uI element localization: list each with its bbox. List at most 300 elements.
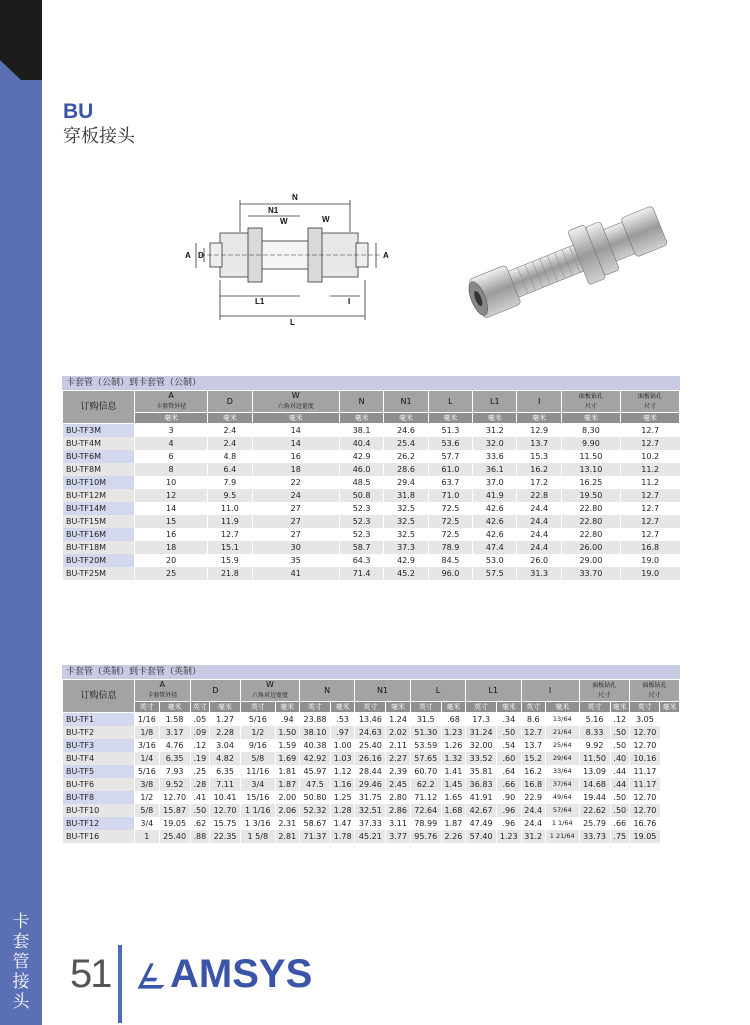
table-cell: 4 bbox=[135, 437, 208, 450]
table-cell: .12 bbox=[190, 739, 209, 752]
imperial-header-5 bbox=[355, 680, 410, 702]
metric-table-body bbox=[63, 424, 680, 581]
table-cell: 9.92 bbox=[579, 739, 610, 752]
table-cell: 52.3 bbox=[339, 515, 383, 528]
table-cell: .44 bbox=[610, 765, 629, 778]
table-cell: 40.4 bbox=[339, 437, 383, 450]
table-cell: 4.76 bbox=[159, 739, 190, 752]
table-cell: 24.4 bbox=[521, 804, 545, 817]
table-cell: 42.92 bbox=[299, 752, 330, 765]
order-code-cell: BU-TF4 bbox=[63, 752, 135, 765]
table-cell: 11.17 bbox=[630, 778, 660, 791]
dim-label-l: L bbox=[290, 318, 295, 327]
table-cell: 53.0 bbox=[473, 554, 517, 567]
table-cell: 20 bbox=[135, 554, 208, 567]
imperial-header-2 bbox=[190, 680, 240, 702]
imperial-unit-header: 英寸 bbox=[466, 702, 497, 713]
product-name: 穿板接头 bbox=[63, 126, 135, 147]
table-cell: 12.70 bbox=[159, 791, 190, 804]
table-cell: 25.79 bbox=[579, 817, 610, 830]
table-cell: 78.99 bbox=[410, 817, 441, 830]
brand-logo-icon bbox=[134, 958, 170, 994]
table-cell: .50 bbox=[610, 739, 629, 752]
order-code-cell: BU-TF3 bbox=[63, 739, 135, 752]
table-cell: .54 bbox=[497, 739, 521, 752]
table-cell: 62.2 bbox=[410, 778, 441, 791]
table-cell: .50 bbox=[610, 726, 629, 739]
header-n1: N1 bbox=[384, 391, 428, 413]
table-row bbox=[63, 791, 680, 804]
table-cell: 16 bbox=[135, 528, 208, 541]
table-cell: 2.45 bbox=[386, 778, 410, 791]
table-cell: 22.80 bbox=[561, 502, 620, 515]
table-cell: 84.5 bbox=[428, 554, 472, 567]
table-cell: 26.2 bbox=[384, 450, 428, 463]
table-cell: 24.4 bbox=[517, 515, 561, 528]
dim-label-a-left: A bbox=[185, 251, 191, 260]
table-cell: 64.3 bbox=[339, 554, 383, 567]
table-cell: 46.0 bbox=[339, 463, 383, 476]
table-cell: 10.16 bbox=[630, 752, 660, 765]
imperial-header-sub: 六角对边宽度 bbox=[251, 692, 288, 699]
table-cell: 1 3/16 bbox=[241, 817, 276, 830]
header-w-top: W bbox=[291, 391, 300, 400]
table-cell: 8.6 bbox=[521, 713, 545, 727]
table-cell: 12.70 bbox=[210, 804, 241, 817]
brand-name: AMSYS bbox=[170, 952, 313, 996]
table-cell: .41 bbox=[190, 791, 209, 804]
sidebar-diagonal bbox=[0, 60, 42, 100]
table-cell: 42.6 bbox=[473, 502, 517, 515]
imperial-unit-header: 毫米 bbox=[545, 702, 579, 713]
imperial-unit-header: 英寸 bbox=[630, 702, 660, 713]
imperial-table-section bbox=[62, 665, 680, 843]
table-cell: 1 bbox=[135, 830, 160, 843]
table-cell: 31.2 bbox=[521, 830, 545, 843]
table-cell: 5/16 bbox=[241, 713, 276, 727]
table-cell: .60 bbox=[497, 752, 521, 765]
table-cell: .05 bbox=[190, 713, 209, 727]
table-cell: 1.03 bbox=[330, 752, 354, 765]
table-cell: 11.2 bbox=[620, 463, 679, 476]
table-cell: 49/64 bbox=[545, 791, 579, 804]
table-row bbox=[63, 502, 680, 515]
table-cell: 57/64 bbox=[545, 804, 579, 817]
imperial-unit-header: 毫米 bbox=[497, 702, 521, 713]
table-cell: 17.3 bbox=[466, 713, 497, 727]
table-cell: 14 bbox=[135, 502, 208, 515]
table-cell: 58.7 bbox=[339, 541, 383, 554]
order-code-cell: BU-TF4M bbox=[63, 437, 135, 450]
table-cell: 19.0 bbox=[620, 567, 679, 580]
table-cell: 15.87 bbox=[159, 804, 190, 817]
table-cell: 3.17 bbox=[159, 726, 190, 739]
table-cell: 16.2 bbox=[517, 463, 561, 476]
table-cell: 2.86 bbox=[386, 804, 410, 817]
table-row bbox=[63, 437, 680, 450]
imperial-header-0: 订购信息 bbox=[63, 680, 135, 713]
sidebar-char: 头 bbox=[12, 992, 30, 1012]
table-cell: 5.16 bbox=[579, 713, 610, 727]
table-cell: 41 bbox=[252, 567, 339, 580]
order-code-cell: BU-TF15M bbox=[63, 515, 135, 528]
table-cell: 2.06 bbox=[275, 804, 299, 817]
imperial-header-9 bbox=[579, 680, 629, 702]
table-cell: 2.28 bbox=[210, 726, 241, 739]
table-cell: 3/8 bbox=[135, 778, 160, 791]
table-row bbox=[63, 463, 680, 476]
table-cell: 18 bbox=[135, 541, 208, 554]
table-cell: 12.7 bbox=[620, 515, 679, 528]
table-cell: 52.3 bbox=[339, 528, 383, 541]
table-cell: 1.27 bbox=[210, 713, 241, 727]
table-row bbox=[63, 554, 680, 567]
table-cell: 24.4 bbox=[517, 502, 561, 515]
table-cell: 2.39 bbox=[386, 765, 410, 778]
table-cell: 24.4 bbox=[517, 528, 561, 541]
order-code-cell: BU-TF12M bbox=[63, 489, 135, 502]
imperial-unit-header: 英寸 bbox=[355, 702, 386, 713]
table-cell: 3.05 bbox=[630, 713, 660, 727]
imperial-unit-header: 英寸 bbox=[190, 702, 209, 713]
table-cell: 3/4 bbox=[135, 817, 160, 830]
table-cell: 45.2 bbox=[384, 567, 428, 580]
product-code: BU bbox=[63, 100, 94, 123]
header-panel-hole-1-sub: 尺寸 bbox=[584, 402, 597, 410]
table-cell: 61.0 bbox=[428, 463, 472, 476]
table-cell: 1/8 bbox=[135, 726, 160, 739]
table-cell: 12.7 bbox=[620, 489, 679, 502]
table-cell: 1.69 bbox=[275, 752, 299, 765]
table-cell: 1.65 bbox=[441, 791, 465, 804]
table-cell: 12.70 bbox=[630, 739, 660, 752]
table-cell: 1.47 bbox=[330, 817, 354, 830]
table-cell: 71.0 bbox=[428, 489, 472, 502]
table-cell: 29/64 bbox=[545, 752, 579, 765]
table-cell: 1 1/16 bbox=[241, 804, 276, 817]
imperial-header-sub: 尺寸 bbox=[598, 691, 611, 699]
header-panel-hole-2-top: 面板钻孔 bbox=[637, 392, 662, 400]
header-w bbox=[252, 391, 339, 413]
table-cell: 26.0 bbox=[517, 554, 561, 567]
table-cell: 1.28 bbox=[330, 804, 354, 817]
header-n: N bbox=[339, 391, 383, 413]
table-cell: 58.67 bbox=[299, 817, 330, 830]
table-cell: 1.32 bbox=[441, 752, 465, 765]
imperial-table-title: 卡套管（英制）到卡套管（英制） bbox=[62, 665, 680, 679]
table-cell: 31.3 bbox=[517, 567, 561, 580]
table-cell: 24.63 bbox=[355, 726, 386, 739]
table-cell: .75 bbox=[610, 830, 629, 843]
table-cell: 7.11 bbox=[210, 778, 241, 791]
table-cell: 15/16 bbox=[241, 791, 276, 804]
table-cell: 14.68 bbox=[579, 778, 610, 791]
table-cell: .64 bbox=[497, 765, 521, 778]
table-cell: 19.50 bbox=[561, 489, 620, 502]
order-code-cell: BU-TF14M bbox=[63, 502, 135, 515]
table-cell: 28.6 bbox=[384, 463, 428, 476]
table-cell: 50.80 bbox=[299, 791, 330, 804]
table-cell: 15 bbox=[135, 515, 208, 528]
table-cell: 35.81 bbox=[466, 765, 497, 778]
table-cell: 9.5 bbox=[208, 489, 252, 502]
table-cell: 24.4 bbox=[521, 817, 545, 830]
table-cell: 26.00 bbox=[561, 541, 620, 554]
table-cell: 8.33 bbox=[579, 726, 610, 739]
table-cell: 1.78 bbox=[330, 830, 354, 843]
table-cell: 4.8 bbox=[208, 450, 252, 463]
metric-table bbox=[62, 390, 680, 580]
table-cell: .62 bbox=[190, 817, 209, 830]
table-row bbox=[63, 713, 680, 727]
table-cell: 3.04 bbox=[210, 739, 241, 752]
table-cell: 33.70 bbox=[561, 567, 620, 580]
order-code-cell: BU-TF16 bbox=[63, 830, 135, 843]
table-cell: .19 bbox=[190, 752, 209, 765]
table-cell: 1.68 bbox=[441, 804, 465, 817]
table-cell: 32.00 bbox=[466, 739, 497, 752]
imperial-unit-header: 英寸 bbox=[299, 702, 330, 713]
table-cell: 45.97 bbox=[299, 765, 330, 778]
table-cell: 6.35 bbox=[210, 765, 241, 778]
dim-label-l1: L1 bbox=[255, 297, 265, 306]
table-cell: 29.46 bbox=[355, 778, 386, 791]
imperial-header-top: D bbox=[212, 685, 219, 695]
imperial-unit-header: 英寸 bbox=[579, 702, 610, 713]
table-cell: 11.50 bbox=[561, 450, 620, 463]
imperial-header-6 bbox=[410, 680, 465, 702]
table-cell: 11.50 bbox=[579, 752, 610, 765]
imperial-header-top: A bbox=[159, 680, 166, 689]
table-cell: .68 bbox=[441, 713, 465, 727]
header-panel-hole-2 bbox=[620, 391, 679, 413]
table-row bbox=[63, 739, 680, 752]
dim-label-n: N bbox=[292, 193, 298, 202]
table-cell: 12.7 bbox=[620, 437, 679, 450]
table-cell: 33.6 bbox=[473, 450, 517, 463]
table-cell: 42.67 bbox=[466, 804, 497, 817]
table-cell: 22.80 bbox=[561, 515, 620, 528]
table-cell: 36.83 bbox=[466, 778, 497, 791]
header-a-sub: 卡套管外径 bbox=[156, 403, 187, 410]
table-cell: 1.23 bbox=[441, 726, 465, 739]
table-cell: 26.16 bbox=[355, 752, 386, 765]
table-row bbox=[63, 567, 680, 580]
table-cell: 1 1/64 bbox=[545, 817, 579, 830]
table-cell: 25 bbox=[135, 567, 208, 580]
table-cell: 15.2 bbox=[521, 752, 545, 765]
metric-table-title: 卡套管（公制）到卡套管（公制） bbox=[62, 376, 680, 390]
table-cell: .53 bbox=[330, 713, 354, 727]
table-cell: 33/64 bbox=[545, 765, 579, 778]
table-cell: 72.5 bbox=[428, 528, 472, 541]
table-cell: 2.27 bbox=[386, 752, 410, 765]
table-cell: 7.93 bbox=[159, 765, 190, 778]
table-cell: 42.6 bbox=[473, 515, 517, 528]
table-cell: .34 bbox=[497, 713, 521, 727]
order-code-cell: BU-TF20M bbox=[63, 554, 135, 567]
table-cell: 25/64 bbox=[545, 739, 579, 752]
table-cell: .25 bbox=[190, 765, 209, 778]
table-cell: 37.0 bbox=[473, 476, 517, 489]
header-a bbox=[135, 391, 208, 413]
table-cell: 11.17 bbox=[630, 765, 660, 778]
table-cell: 31.2 bbox=[473, 424, 517, 438]
table-cell: 29.00 bbox=[561, 554, 620, 567]
table-cell: 14 bbox=[252, 424, 339, 438]
imperial-table-body bbox=[63, 713, 680, 844]
table-cell: 42.6 bbox=[473, 528, 517, 541]
sidebar-char: 套 bbox=[12, 932, 30, 952]
table-cell: 16 bbox=[252, 450, 339, 463]
imperial-header-top: L bbox=[435, 685, 441, 695]
table-cell: 78.9 bbox=[428, 541, 472, 554]
table-cell: 36.1 bbox=[473, 463, 517, 476]
imperial-header-top: N1 bbox=[377, 685, 389, 695]
unit-l1: 毫米 bbox=[473, 413, 517, 424]
table-cell: 1/2 bbox=[241, 726, 276, 739]
table-cell: 37.3 bbox=[384, 541, 428, 554]
table-cell: 41.9 bbox=[473, 489, 517, 502]
order-code-cell: BU-TF8 bbox=[63, 791, 135, 804]
table-cell: .40 bbox=[610, 752, 629, 765]
table-cell: 24.4 bbox=[517, 541, 561, 554]
header-panel-hole-1-top: 面板钻孔 bbox=[578, 392, 603, 400]
dim-label-w1: W bbox=[280, 217, 288, 226]
table-row bbox=[63, 450, 680, 463]
table-cell: .12 bbox=[610, 713, 629, 727]
table-cell: 51.3 bbox=[428, 424, 472, 438]
unit-n: 毫米 bbox=[339, 413, 383, 424]
table-cell: 48.5 bbox=[339, 476, 383, 489]
table-row bbox=[63, 541, 680, 554]
table-cell: 32.5 bbox=[384, 502, 428, 515]
table-cell: 2.4 bbox=[208, 437, 252, 450]
table-cell: 50.8 bbox=[339, 489, 383, 502]
imperial-header-sub: 卡套管外径 bbox=[147, 692, 178, 699]
imperial-header-10 bbox=[630, 680, 680, 702]
order-code-cell: BU-TF16M bbox=[63, 528, 135, 541]
table-cell: 1 21/64 bbox=[545, 830, 579, 843]
order-code-cell: BU-TF5 bbox=[63, 765, 135, 778]
sidebar-label bbox=[0, 912, 42, 1012]
order-code-cell: BU-TF1 bbox=[63, 713, 135, 727]
table-cell: 52.32 bbox=[299, 804, 330, 817]
table-cell: 1.58 bbox=[159, 713, 190, 727]
sidebar-char: 卡 bbox=[12, 912, 30, 932]
table-cell: 22.80 bbox=[561, 528, 620, 541]
imperial-table bbox=[62, 679, 680, 843]
table-cell: 2.80 bbox=[386, 791, 410, 804]
table-cell: 22.9 bbox=[521, 791, 545, 804]
imperial-header-top: L1 bbox=[488, 685, 499, 695]
imperial-unit-header: 英寸 bbox=[241, 702, 276, 713]
table-cell: 6.4 bbox=[208, 463, 252, 476]
table-cell: 10.41 bbox=[210, 791, 241, 804]
imperial-unit-header: 毫米 bbox=[441, 702, 465, 713]
table-cell: 35 bbox=[252, 554, 339, 567]
imperial-header-top: I bbox=[548, 685, 552, 695]
table-cell: 1/4 bbox=[135, 752, 160, 765]
table-cell: 19.05 bbox=[159, 817, 190, 830]
table-cell: .44 bbox=[610, 778, 629, 791]
table-cell: 12.70 bbox=[630, 791, 660, 804]
table-cell: .97 bbox=[330, 726, 354, 739]
imperial-header-top: N bbox=[324, 685, 331, 695]
table-cell: 27 bbox=[252, 502, 339, 515]
table-cell: 33.52 bbox=[466, 752, 497, 765]
table-cell: 22.8 bbox=[517, 489, 561, 502]
table-cell: 29.4 bbox=[384, 476, 428, 489]
table-cell: 40.38 bbox=[299, 739, 330, 752]
table-row bbox=[63, 752, 680, 765]
table-cell: 71.4 bbox=[339, 567, 383, 580]
imperial-unit-header: 毫米 bbox=[660, 702, 680, 713]
table-cell: 1.24 bbox=[386, 713, 410, 727]
imperial-header-top: 面板钻孔 bbox=[592, 681, 617, 689]
table-cell: 95.76 bbox=[410, 830, 441, 843]
table-cell: 1.26 bbox=[441, 739, 465, 752]
unit-i: 毫米 bbox=[517, 413, 561, 424]
table-cell: 11.0 bbox=[208, 502, 252, 515]
table-cell: 22.35 bbox=[210, 830, 241, 843]
table-cell: 16.25 bbox=[561, 476, 620, 489]
sidebar-char: 管 bbox=[12, 952, 30, 972]
imperial-header-7 bbox=[466, 680, 521, 702]
table-cell: 13.10 bbox=[561, 463, 620, 476]
imperial-header-top: W bbox=[266, 680, 274, 689]
order-code-cell: BU-TF10 bbox=[63, 804, 135, 817]
dim-label-w2: W bbox=[322, 215, 330, 224]
table-cell: 25.4 bbox=[384, 437, 428, 450]
table-cell: 3.11 bbox=[386, 817, 410, 830]
table-cell: 45.21 bbox=[355, 830, 386, 843]
table-cell: 1.87 bbox=[441, 817, 465, 830]
table-cell: 12.70 bbox=[630, 804, 660, 817]
order-code-cell: BU-TF18M bbox=[63, 541, 135, 554]
imperial-header-8 bbox=[521, 680, 579, 702]
table-row bbox=[63, 515, 680, 528]
table-cell: 7.9 bbox=[208, 476, 252, 489]
table-cell: 24 bbox=[252, 489, 339, 502]
table-cell: 32.5 bbox=[384, 515, 428, 528]
table-cell: 15.75 bbox=[210, 817, 241, 830]
table-cell: 9/16 bbox=[241, 739, 276, 752]
table-cell: .50 bbox=[610, 804, 629, 817]
table-cell: 2.4 bbox=[208, 424, 252, 438]
table-row bbox=[63, 778, 680, 791]
table-cell: 3/4 bbox=[241, 778, 276, 791]
table-cell: 72.5 bbox=[428, 502, 472, 515]
table-cell: 71.12 bbox=[410, 791, 441, 804]
unit-panel-2: 毫米 bbox=[620, 413, 679, 424]
dim-label-i: I bbox=[348, 297, 351, 306]
table-cell: 72.64 bbox=[410, 804, 441, 817]
table-cell: 1.41 bbox=[441, 765, 465, 778]
table-cell: 63.7 bbox=[428, 476, 472, 489]
unit-panel-1: 毫米 bbox=[561, 413, 620, 424]
table-cell: 12 bbox=[135, 489, 208, 502]
table-cell: 6 bbox=[135, 450, 208, 463]
dim-label-n1: N1 bbox=[268, 206, 279, 215]
sidebar bbox=[0, 0, 42, 1025]
header-panel-hole-2-sub: 尺寸 bbox=[643, 402, 656, 410]
table-cell: 31.8 bbox=[384, 489, 428, 502]
table-cell: 11.9 bbox=[208, 515, 252, 528]
table-cell: 32.51 bbox=[355, 804, 386, 817]
table-cell: 8 bbox=[135, 463, 208, 476]
table-cell: .96 bbox=[497, 817, 521, 830]
